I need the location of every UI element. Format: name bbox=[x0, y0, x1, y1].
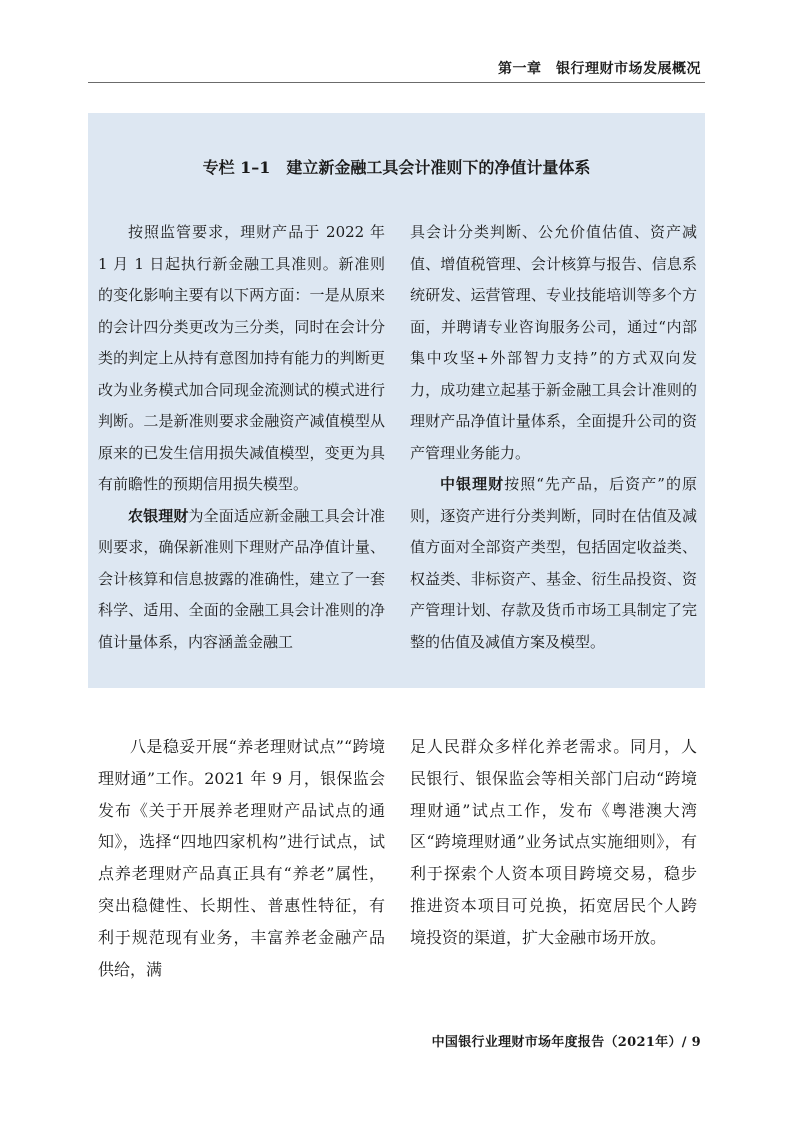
chapter-header: 第一章 银行理财市场发展概况 bbox=[498, 61, 701, 77]
paragraph-text: 按照“先产品，后资产”的原则，逐资产进行分类判断，同时在估值及减值方面对全部资产类型，包括固定收益类、权益类、非标资产、基金、衍生品投资、资产管理计划、存款及货币市场工具制定了完整的估值及减值方案及模型。 bbox=[410, 475, 697, 651]
page-footer: 中国银行业理财市场年度报告（2021年）/ 9 bbox=[431, 1035, 701, 1050]
header-divider bbox=[88, 82, 705, 83]
box-paragraph bbox=[98, 501, 385, 659]
paragraph-text: 为全面适应新金融工具会计准则要求，确保新准则下理财产品净值计量、会计核算和信息披露的准确性，建立了一套科学、适用、全面的金融工具会计准则的净值计量体系，内容涵盖金融工 bbox=[98, 506, 385, 651]
box-paragraph bbox=[410, 469, 697, 658]
box-left-column bbox=[98, 217, 385, 658]
body-paragraph: 足人民群众多样化养老需求。同月，人民银行、银保监会等相关部门启动“跨境理财通”试点工作，发布《粤港澳大湾区“跨境理财通”业务试点实施细则》，有利于探索个人资本项目跨境交易，稳步推进资本项目可兑换，拓宽居民个人跨境投资的渠道，扩大金融市场开放。 bbox=[410, 737, 697, 947]
box-right-column bbox=[410, 217, 697, 658]
body-paragraph: 八是稳妥开展“养老理财试点”“跨境理财通”工作。2021 年 9 月，银保监会发布《关于开展养老理财产品试点的通知》，选择“四地四家机构”进行试点，试点养老理财产品真正具有“养老”属性，突出稳健性、长期性、普惠性特征，有利于规范现有业务，丰富养老金融产品供给，满 bbox=[98, 737, 385, 979]
box-title: 专栏 1–1 建立新金融工具会计准则下的净值计量体系 bbox=[202, 158, 591, 177]
institution-name: 中银理财 bbox=[440, 475, 505, 493]
box-paragraph bbox=[410, 217, 697, 469]
box-paragraph bbox=[98, 217, 385, 501]
institution-name: 农银理财 bbox=[128, 506, 189, 525]
body-left-column bbox=[98, 731, 385, 985]
paragraph-text: 具会计分类判断、公允价值估值、资产减值、增值税管理、会计核算与报告、信息系统研发、运营管理、专业技能培训等多个方面，并聘请专业咨询服务公司，通过“内部集中攻坚+外部智力支持”的方式双向发力，成功建立起基于新金融工具会计准则的理财产品净值计量体系，全面提升公司的资产管理业务能力。 bbox=[410, 223, 697, 462]
body-right-column bbox=[410, 731, 697, 954]
paragraph-text: 按照监管要求，理财产品于 2022 年 1 月 1 日起执行新金融工具准则。新准则的变化影响主要有以下两方面：一是从原来的会计四分类更改为三分类，同时在会计分类的判定上从持有意图加持有能力的判断更改为业务模式加合同现金流测试的模式进行判断。二是新准则要求金融资产减值模型从原来的已发生信用损失减值模型，变更为具有前瞻性的预期信用损失模型。 bbox=[98, 223, 385, 493]
